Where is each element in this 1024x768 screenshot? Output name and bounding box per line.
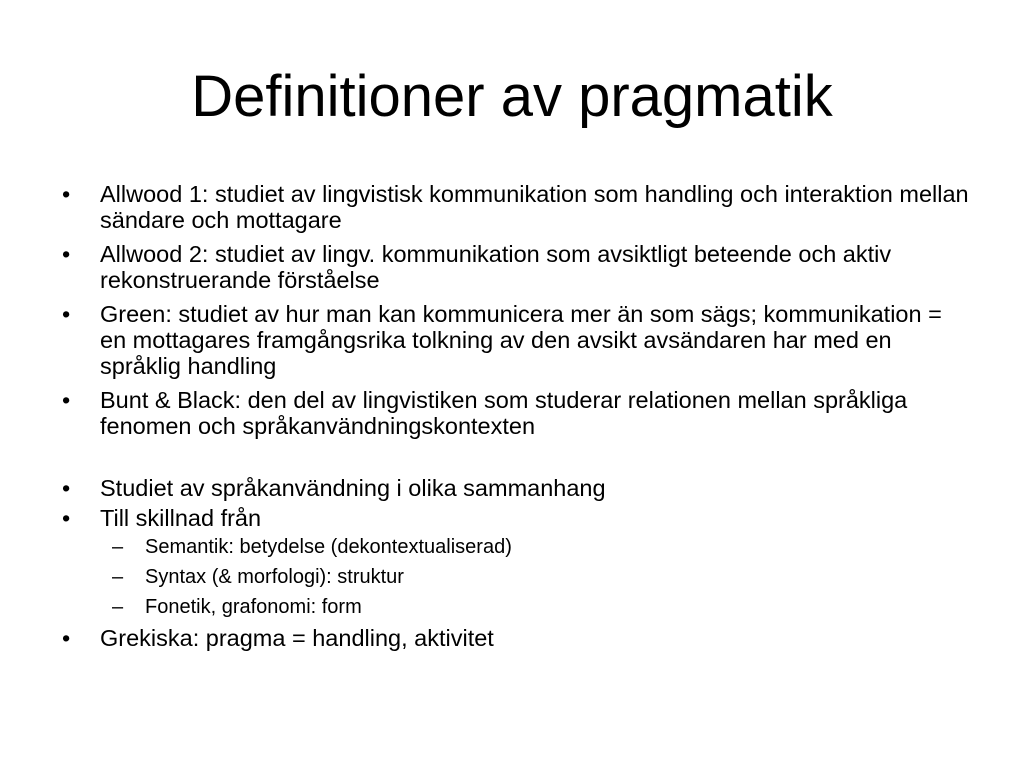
sub-bullet-text: Fonetik, grafonomi: form [145,596,362,618]
bullet-text: Allwood 1: studiet av lingvistisk kommunikation som handling och interaktion mellan sändare och mottagare [100,181,969,233]
bullet-text: Grekiska: pragma = handling, aktivitet [100,625,494,651]
bullet-allwood-2 [0,241,1024,293]
bullet-text: Bunt & Black: den del av lingvistiken som studerar relationen mellan språkliga fenomen och språkanvändningskontexten [100,387,908,439]
bullet-studiet [0,475,1024,501]
sub-bullet-marker: – [112,536,124,558]
bullet-marker: • [62,387,71,413]
bullet-allwood-1 [0,181,1024,233]
slide-content [0,181,1024,659]
bullet-marker: • [62,475,71,501]
sub-bullet-semantik [0,535,1024,559]
bullet-marker: • [62,625,71,651]
bullet-text: Till skillnad från [100,505,262,531]
sub-bullet-marker: – [112,566,124,588]
sub-bullet-text: Semantik: betydelse (dekontextualiserad) [145,536,512,558]
spacer [0,447,1024,475]
bullet-text: Studiet av språkanvändning i olika sammanhang [100,475,606,501]
slide-title: Definitioner av pragmatik [191,64,833,129]
bullet-text: Allwood 2: studiet av lingv. kommunikation som avsiktligt beteende och aktiv rekonstruerande förståelse [100,241,892,293]
bullet-grekiska [0,625,1024,651]
sub-bullet-marker: – [112,596,124,618]
bullet-marker: • [62,181,71,207]
sub-bullet-text: Syntax (& morfologi): struktur [145,566,404,588]
bullet-marker: • [62,241,71,267]
bullet-green [0,301,1024,379]
bullet-bunt-black [0,387,1024,439]
bullet-text: Green: studiet av hur man kan kommunicera mer än som sägs; kommunikation = en mottagares framgångsrika tolkning av den avsikt avsändaren har med en språklig handling [100,301,942,379]
sub-bullet-syntax [0,565,1024,589]
bullet-till-skillnad [0,505,1024,531]
bullet-marker: • [62,301,71,327]
sub-bullet-fonetik [0,595,1024,619]
bullet-marker: • [62,505,71,531]
